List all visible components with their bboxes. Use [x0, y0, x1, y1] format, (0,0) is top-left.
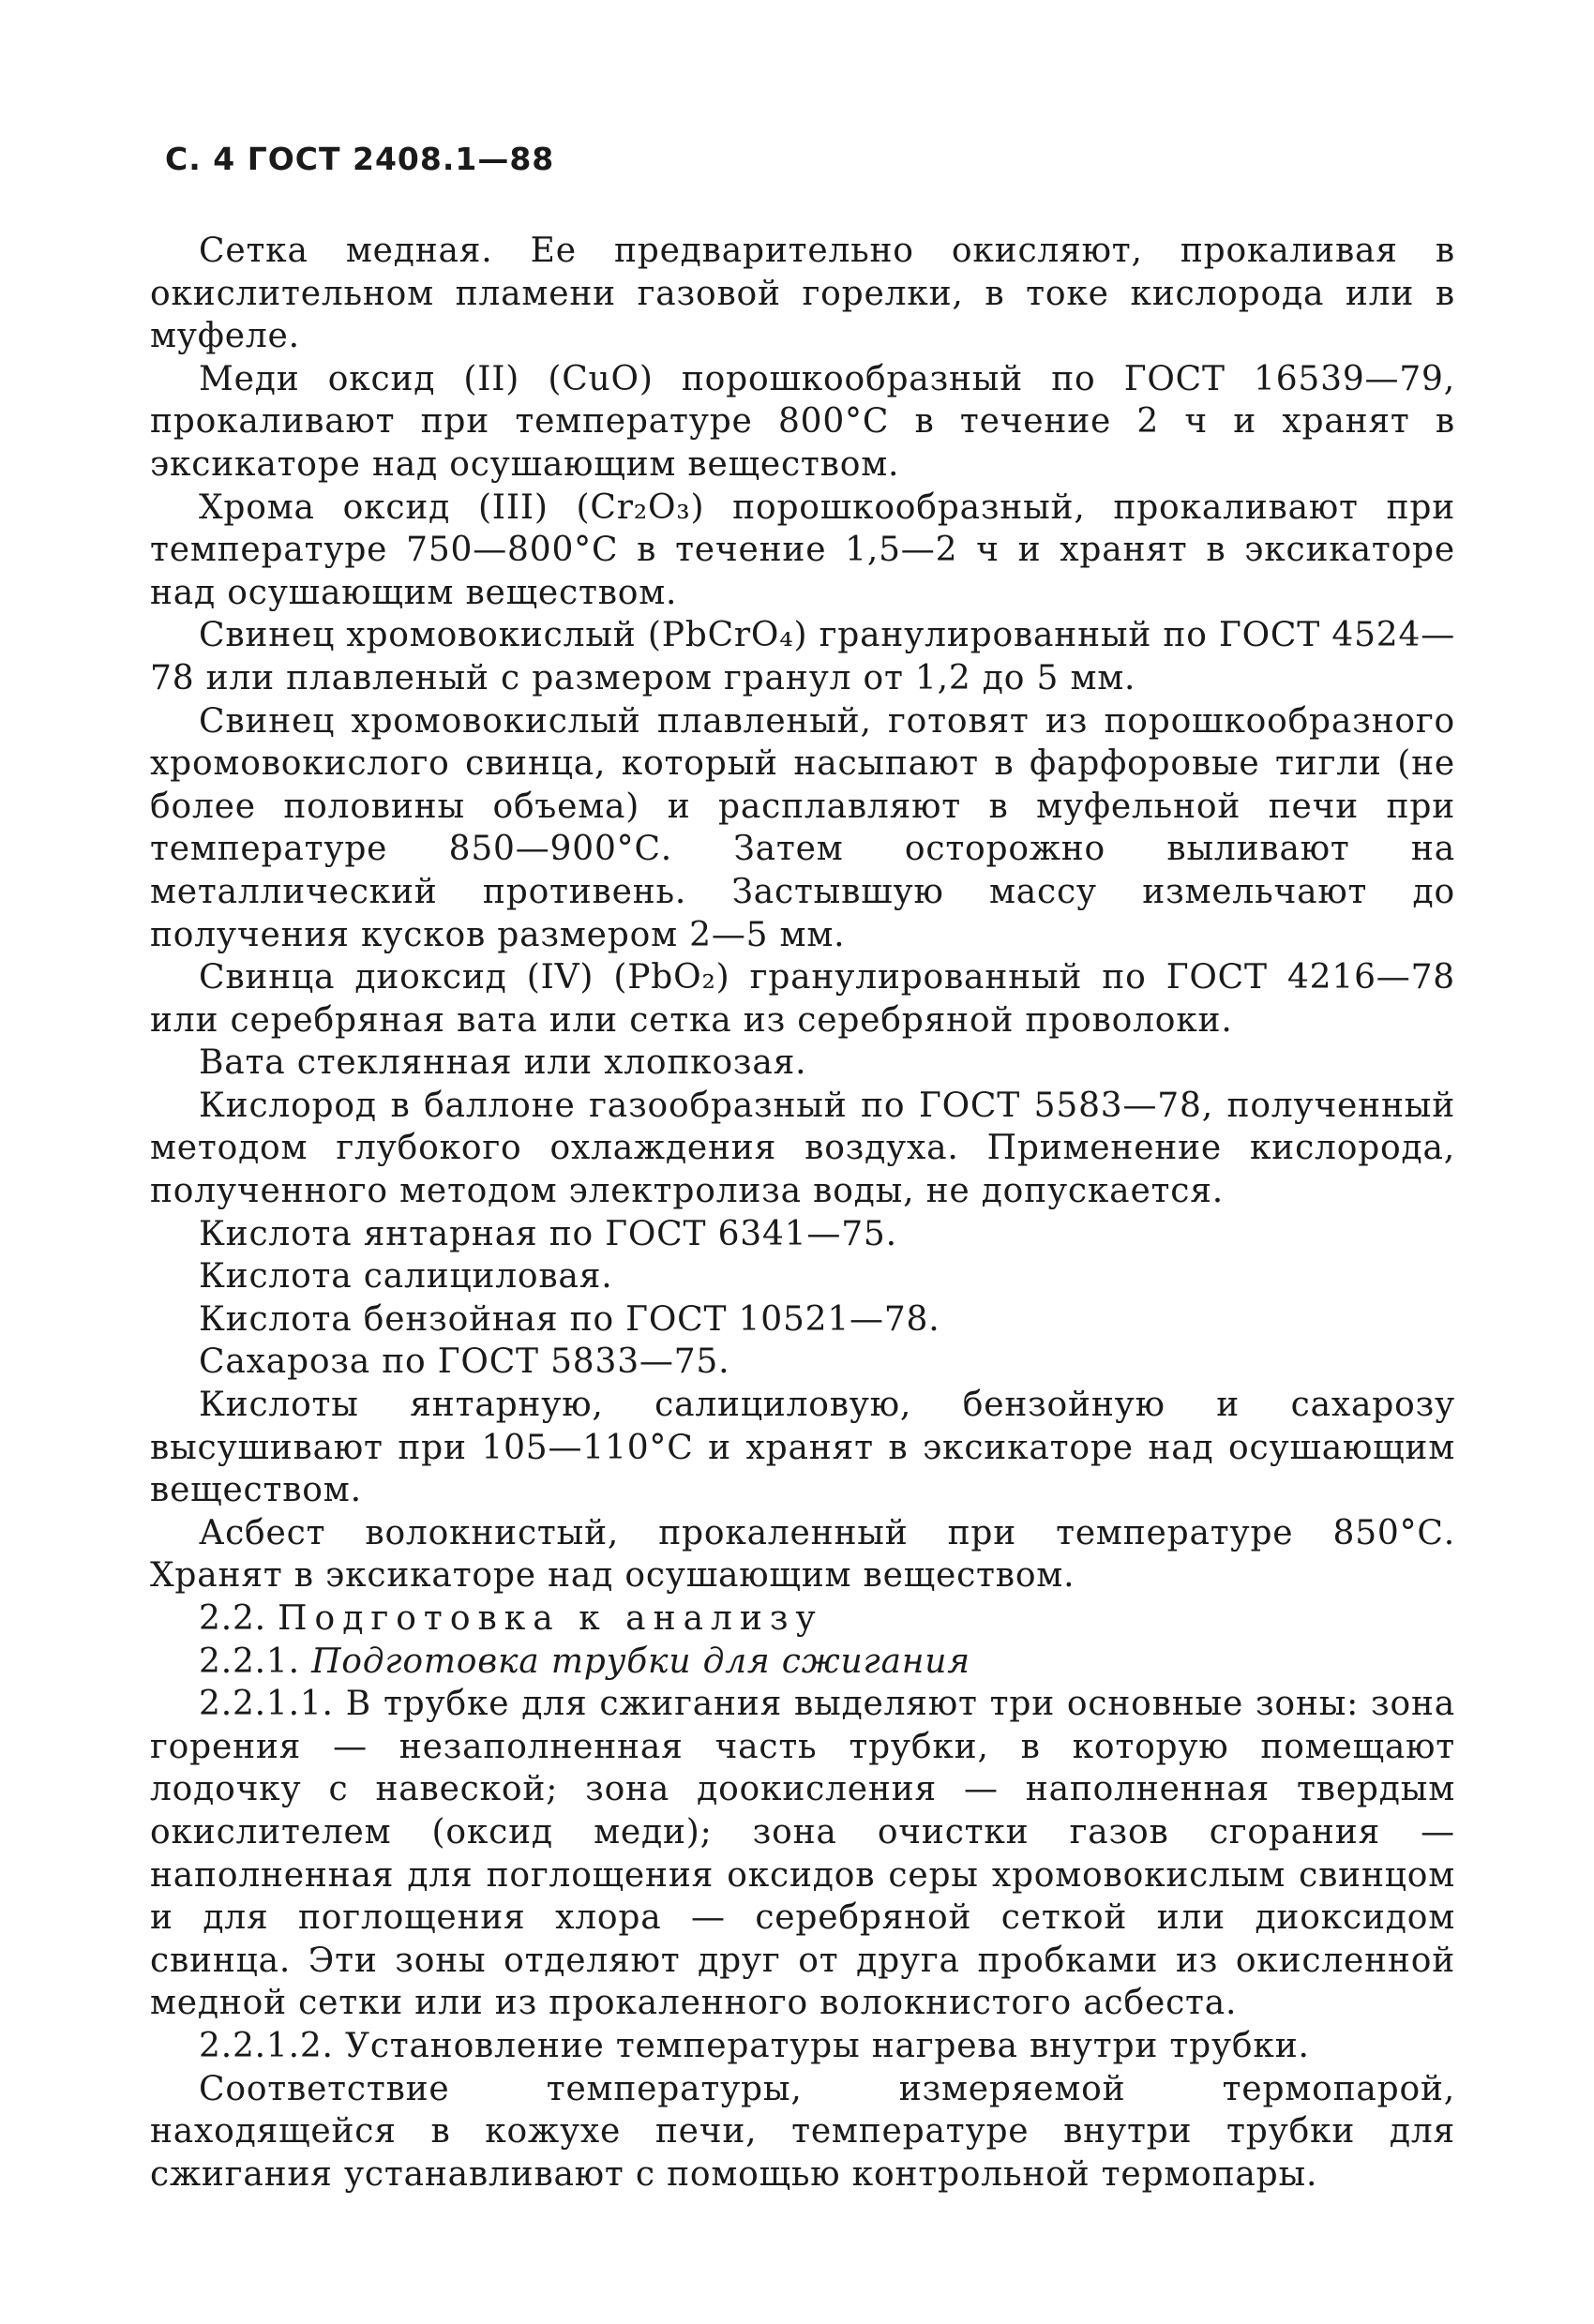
paragraph-salicylic-acid: Кислота салициловая. [199, 1257, 613, 1297]
paragraph-asbestos: Асбест волокнистый, прокаленный при температуре 850°С. Хранят в эксикаторе над осушающим веществом. [150, 1513, 1455, 1596]
section-heading-preparation [150, 1597, 1455, 1641]
paragraph-benzoic-acid: Кислота бензойная по ГОСТ 10521—78. [199, 1299, 940, 1339]
document-body [150, 230, 1455, 2196]
paragraph-copper-mesh: Сетка медная. Ее предварительно окисляют, прокаливая в окислительном пламени газовой горелки, в токе кислорода или в муфеле. [150, 232, 1455, 356]
paragraph-sucrose: Сахароза по ГОСТ 5833—75. [199, 1342, 730, 1382]
subsection-number: 2.2.1. [199, 1642, 300, 1681]
section-title: Подготовка к анализу [278, 1599, 823, 1638]
page-header: С. 4 ГОСТ 2408.1—88 [165, 141, 555, 177]
section-number: 2.2. [199, 1599, 266, 1638]
subsection-heading-tube [150, 1641, 1455, 1684]
paragraph-fused-lead-chromate: Свинец хромовокислый плавленый, готовят из порошкообразного хромовокислого свинца, который насыпают в фарфоровые тигли (не более половины объема) и расплавляют в муфельной печи при температуре 850—900°С. Затем осторожно выливают на металлический противень. Застывшую массу измельчают до получения кусков размером 2—5 мм. [150, 701, 1455, 954]
paragraph-tube-zones: 2.2.1.1. В трубке для сжигания выделяют три основные зоны: зона горения — незаполненная часть трубки, в которую помещают лодочку с навеской; зона доокисления — наполненная твердым окислителем (оксид меди); зона очистки газов сгорания — наполненная для поглощения оксидов серы хромовокислым свинцом и для поглощения хлора — серебряной сеткой или диоксидом свинца. Эти зоны отделяют друг от друга пробками из окисленной медной сетки или из прокаленного волокнистого асбеста. [150, 1685, 1455, 2023]
paragraph-lead-dioxide: Свинца диоксид (IV) (PbO₂) гранулированный по ГОСТ 4216—78 или серебряная вата или сетка из серебряной проволоки. [150, 958, 1455, 1040]
paragraph-drying-acids: Кислоты янтарную, салициловую, бензойную и сахарозу высушивают при 105—110°С и хранят в эксикаторе над осушающим веществом. [150, 1386, 1455, 1510]
subsection-title: Подготовка трубки для сжигания [311, 1642, 970, 1681]
paragraph-succinic-acid: Кислота янтарная по ГОСТ 6341—75. [199, 1214, 897, 1253]
paragraph-temperature-setting: 2.2.1.2. Установление температуры нагрева внутри трубки. [199, 2026, 1310, 2065]
paragraph-oxygen: Кислород в баллоне газообразный по ГОСТ 5583—78, полученный методом глубокого охлаждения воздуха. Применение кислорода, полученного методом электролиза воды, не допускается. [150, 1086, 1455, 1211]
paragraph-thermocouple: Соответствие температуры, измеряемой термопарой, находящейся в кожухе печи, температуре внутри трубки для сжигания устанавливают с помощью контрольной термопары. [150, 2069, 1455, 2194]
paragraph-wool: Вата стеклянная или хлопкозая. [199, 1043, 807, 1083]
paragraph-lead-chromate: Свинец хромовокислый (PbCrO₄) гранулированный по ГОСТ 4524—78 или плавленый с размером гранул от 1,2 до 5 мм. [150, 616, 1455, 697]
paragraph-chromium-oxide: Хрома оксид (III) (Cr₂O₃) порошкообразный, прокаливают при температуре 750—800°С в течение 1,5—2 ч и хранят в эксикаторе над осушающим веществом. [150, 487, 1455, 612]
paragraph-copper-oxide: Меди оксид (II) (CuO) порошкообразный по ГОСТ 16539—79, прокаливают при температуре 800°С в течение 2 ч и хранят в эксикаторе над осушающим веществом. [150, 359, 1455, 484]
